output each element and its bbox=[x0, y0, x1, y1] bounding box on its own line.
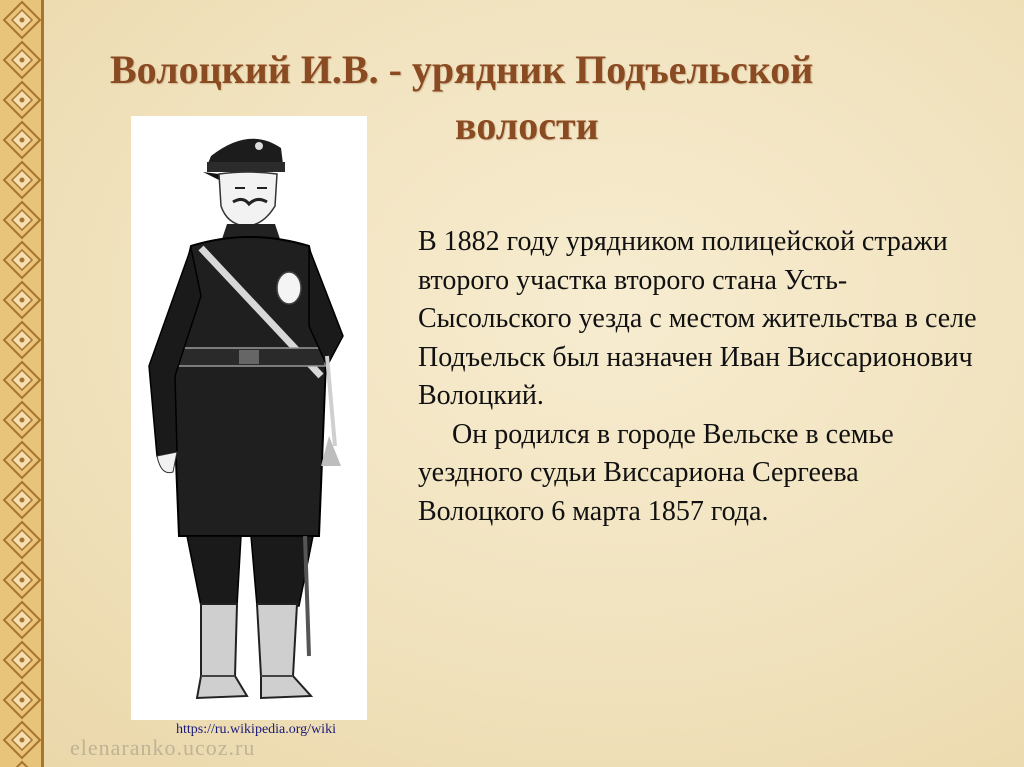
officer-portrait bbox=[131, 116, 367, 720]
ornamental-border bbox=[0, 0, 44, 767]
paragraph-biography-1: В 1882 году урядником полицейской стражи второго участка второго стана Усть-Сысольского уезда с местом жительства в селе Подъельск был назначен Иван Виссарионович Волоцкий. bbox=[418, 226, 977, 411]
slide-body bbox=[418, 223, 988, 531]
uniformed-officer-icon bbox=[131, 116, 367, 720]
diamond-ornament-icon bbox=[0, 0, 44, 767]
title-line-1: Волоцкий И.В. - урядник Подъельской bbox=[110, 47, 814, 92]
site-watermark: elenaranko.ucoz.ru bbox=[70, 735, 256, 760]
title-line-2: волости bbox=[455, 103, 599, 148]
paragraph-biography-2: Он родился в городе Вельске в семье уездного судьи Виссариона Сергеева Волоцкого 6 марта 1857 года. bbox=[418, 418, 894, 527]
source-link[interactable]: https://ru.wikipedia.org/wiki bbox=[176, 722, 336, 737]
